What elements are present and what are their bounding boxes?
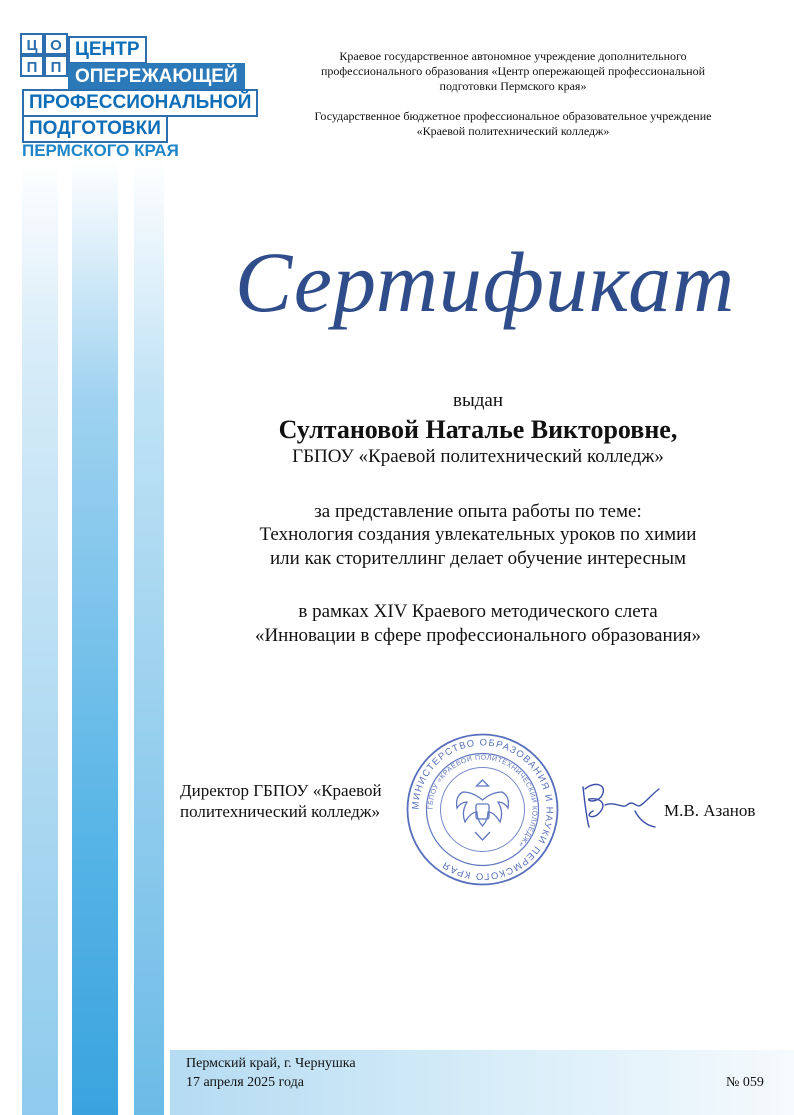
- topic-line-2: или как сторителлинг делает обучение интересным: [270, 548, 686, 569]
- director-title: [180, 780, 420, 822]
- logo-mark-letter: П: [26, 59, 38, 76]
- logo-mark-letter: Ц: [26, 37, 38, 54]
- org1-line: Краевое государственное автономное учреждение дополнительного: [339, 49, 687, 63]
- issued-label: выдан: [452, 390, 503, 411]
- director-line-2: политехнический колледж»: [180, 802, 381, 821]
- certificate-number: № 059: [726, 1075, 764, 1090]
- decor-stripe-3: [134, 160, 164, 1115]
- logo-line-5: ПЕРМСКОГО КРАЯ: [22, 141, 179, 160]
- director-signature-icon: [575, 775, 665, 835]
- copp-logo: [20, 33, 265, 158]
- org1-line: подготовки Пермского края»: [439, 79, 587, 93]
- issuer-organization-2: [278, 109, 748, 139]
- recipient-name: Султановой Наталье Викторовне,: [278, 415, 678, 444]
- stamp-inner-text: ГБПОУ «КРАЕВОЙ ПОЛИТЕХНИЧЕСКИЙ КОЛЛЕДЖ»: [427, 754, 538, 848]
- org1-line: профессионального образования «Центр опережающей профессиональной: [320, 64, 706, 78]
- issue-date: 17 апреля 2025 года: [186, 1075, 304, 1090]
- cop-mark-icon: [20, 33, 68, 77]
- org2-line: «Краевой политехнический колледж»: [416, 124, 610, 138]
- event-line-2: «Инновации в сфере профессионального образования»: [254, 625, 702, 646]
- logo-line-1: ЦЕНТР: [68, 36, 147, 64]
- issue-place: Пермский край, г. Чернушка: [186, 1056, 356, 1071]
- decor-stripe-2: [72, 160, 118, 1115]
- logo-mark-letter: П: [50, 59, 62, 76]
- recipient-organization: ГБПОУ «Краевой политехнический колледж»: [292, 446, 664, 467]
- stamp-outer-text: МИНИСТЕРСТВО ОБРАЗОВАНИЯ И НАУКИ ПЕРМСКОГО КРАЯ: [410, 737, 555, 882]
- org2-line: Государственное бюджетное профессиональное образовательное учреждение: [314, 109, 712, 123]
- logo-line-4: ПОДГОТОВКИ: [22, 115, 168, 143]
- topic-line-1: Технология создания увлекательных уроков по химии: [259, 524, 697, 545]
- certificate-title: Сертификат: [234, 234, 736, 330]
- logo-mark-letter: О: [50, 37, 62, 54]
- decor-stripe-1: [22, 160, 58, 1115]
- official-stamp-icon: [405, 732, 560, 887]
- event-line-1: в рамках XIV Краевого методического слета: [298, 601, 658, 622]
- topic-intro: за представление опыта работы по теме:: [314, 501, 642, 522]
- logo-line-2: ОПЕРЕЖАЮЩЕЙ: [68, 63, 245, 91]
- signer-name: М.В. Азанов: [664, 801, 756, 820]
- logo-line-3: ПРОФЕССИОНАЛЬНОЙ: [22, 89, 258, 117]
- issuer-organization-1: [278, 49, 748, 94]
- director-line-1: Директор ГБПОУ «Краевой: [180, 781, 382, 800]
